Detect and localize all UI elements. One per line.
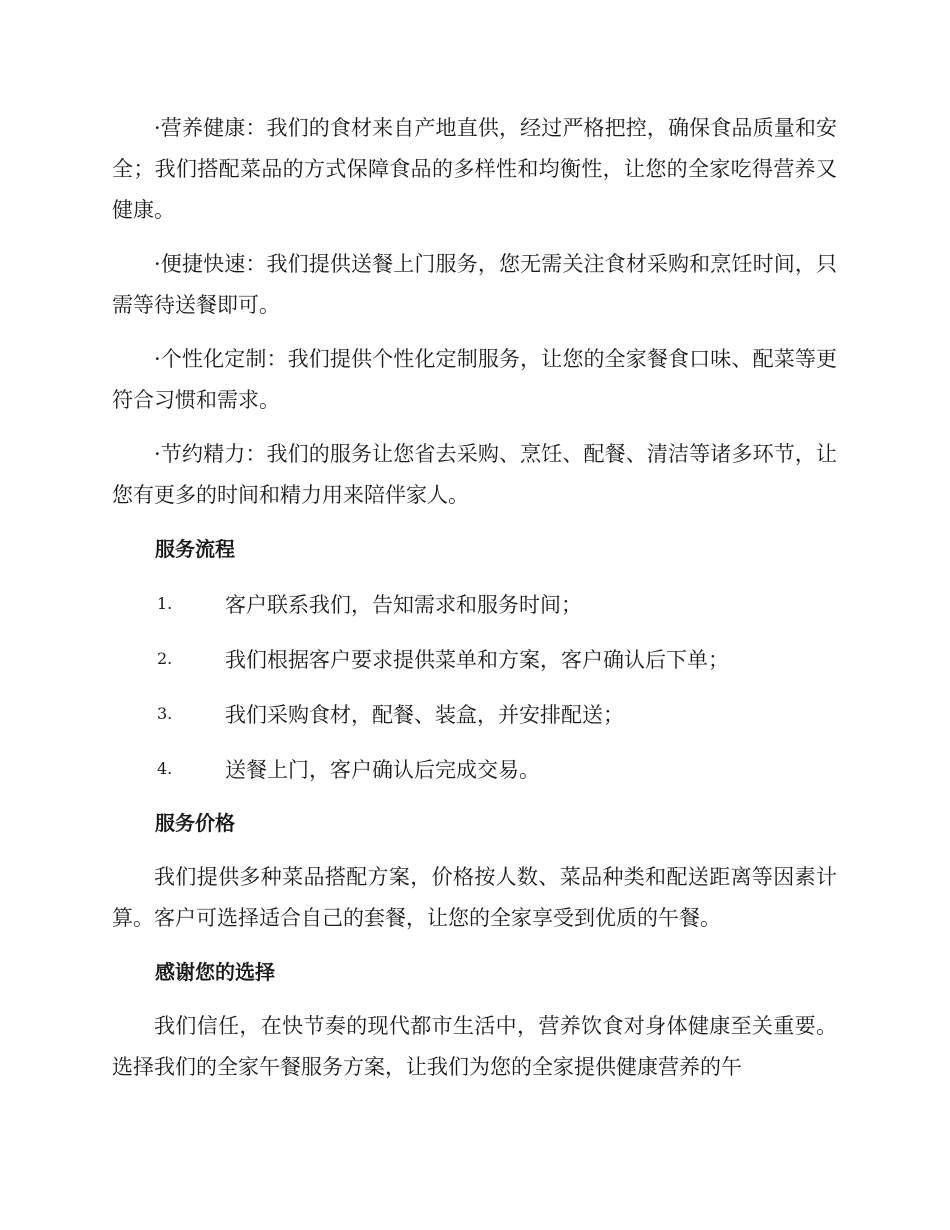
step-text: 我们根据客户要求提供菜单和方案，客户确认后下单； <box>225 647 729 672</box>
feature-customization: ·个性化定制：我们提供个性化定制服务，让您的全家餐食口味、配菜等更符合习惯和需求。 <box>112 347 837 412</box>
document-page <box>112 108 837 1101</box>
step-text: 客户联系我们，告知需求和服务时间； <box>225 592 582 617</box>
step-number: 4. <box>157 759 173 778</box>
feature-convenience: ·便捷快速：我们提供送餐上门服务，您无需关注食材采购和烹饪时间，只需等待送餐即可。 <box>112 252 837 317</box>
step-number: 2. <box>157 649 173 668</box>
step-text: 送餐上门，客户确认后完成交易。 <box>225 757 540 782</box>
step-number: 3. <box>157 704 173 723</box>
process-step <box>112 583 837 624</box>
thanks-text: 我们信任，在快节奏的现代都市生活中，营养饮食对身体健康至关重要。选择我们的全家午餐服务方案，让我们为您的全家提供健康营养的午 <box>112 1014 837 1079</box>
process-steps <box>112 583 837 789</box>
thanks-heading: 感谢您的选择 <box>155 960 275 984</box>
process-step <box>112 638 837 679</box>
step-text: 我们采购食材，配餐、装盒，并安排配送； <box>225 702 624 727</box>
process-step <box>112 693 837 734</box>
step-number: 1. <box>157 594 173 613</box>
feature-save-energy: ·节约精力：我们的服务让您省去采购、烹饪、配餐、清洁等诸多环节，让您有更多的时间和精力用来陪伴家人。 <box>112 442 837 507</box>
pricing-text: 我们提供多种菜品搭配方案，价格按人数、菜品种类和配送距离等因素计算。客户可选择适合自己的套餐，让您的全家享受到优质的午餐。 <box>112 865 837 930</box>
feature-nutrition: ·营养健康：我们的食材来自产地直供，经过严格把控，确保食品质量和安全；我们搭配菜品的方式保障食品的多样性和均衡性，让您的全家吃得营养又健康。 <box>112 116 837 222</box>
process-step <box>112 748 837 789</box>
pricing-heading: 服务价格 <box>155 811 235 835</box>
process-heading: 服务流程 <box>155 537 235 561</box>
